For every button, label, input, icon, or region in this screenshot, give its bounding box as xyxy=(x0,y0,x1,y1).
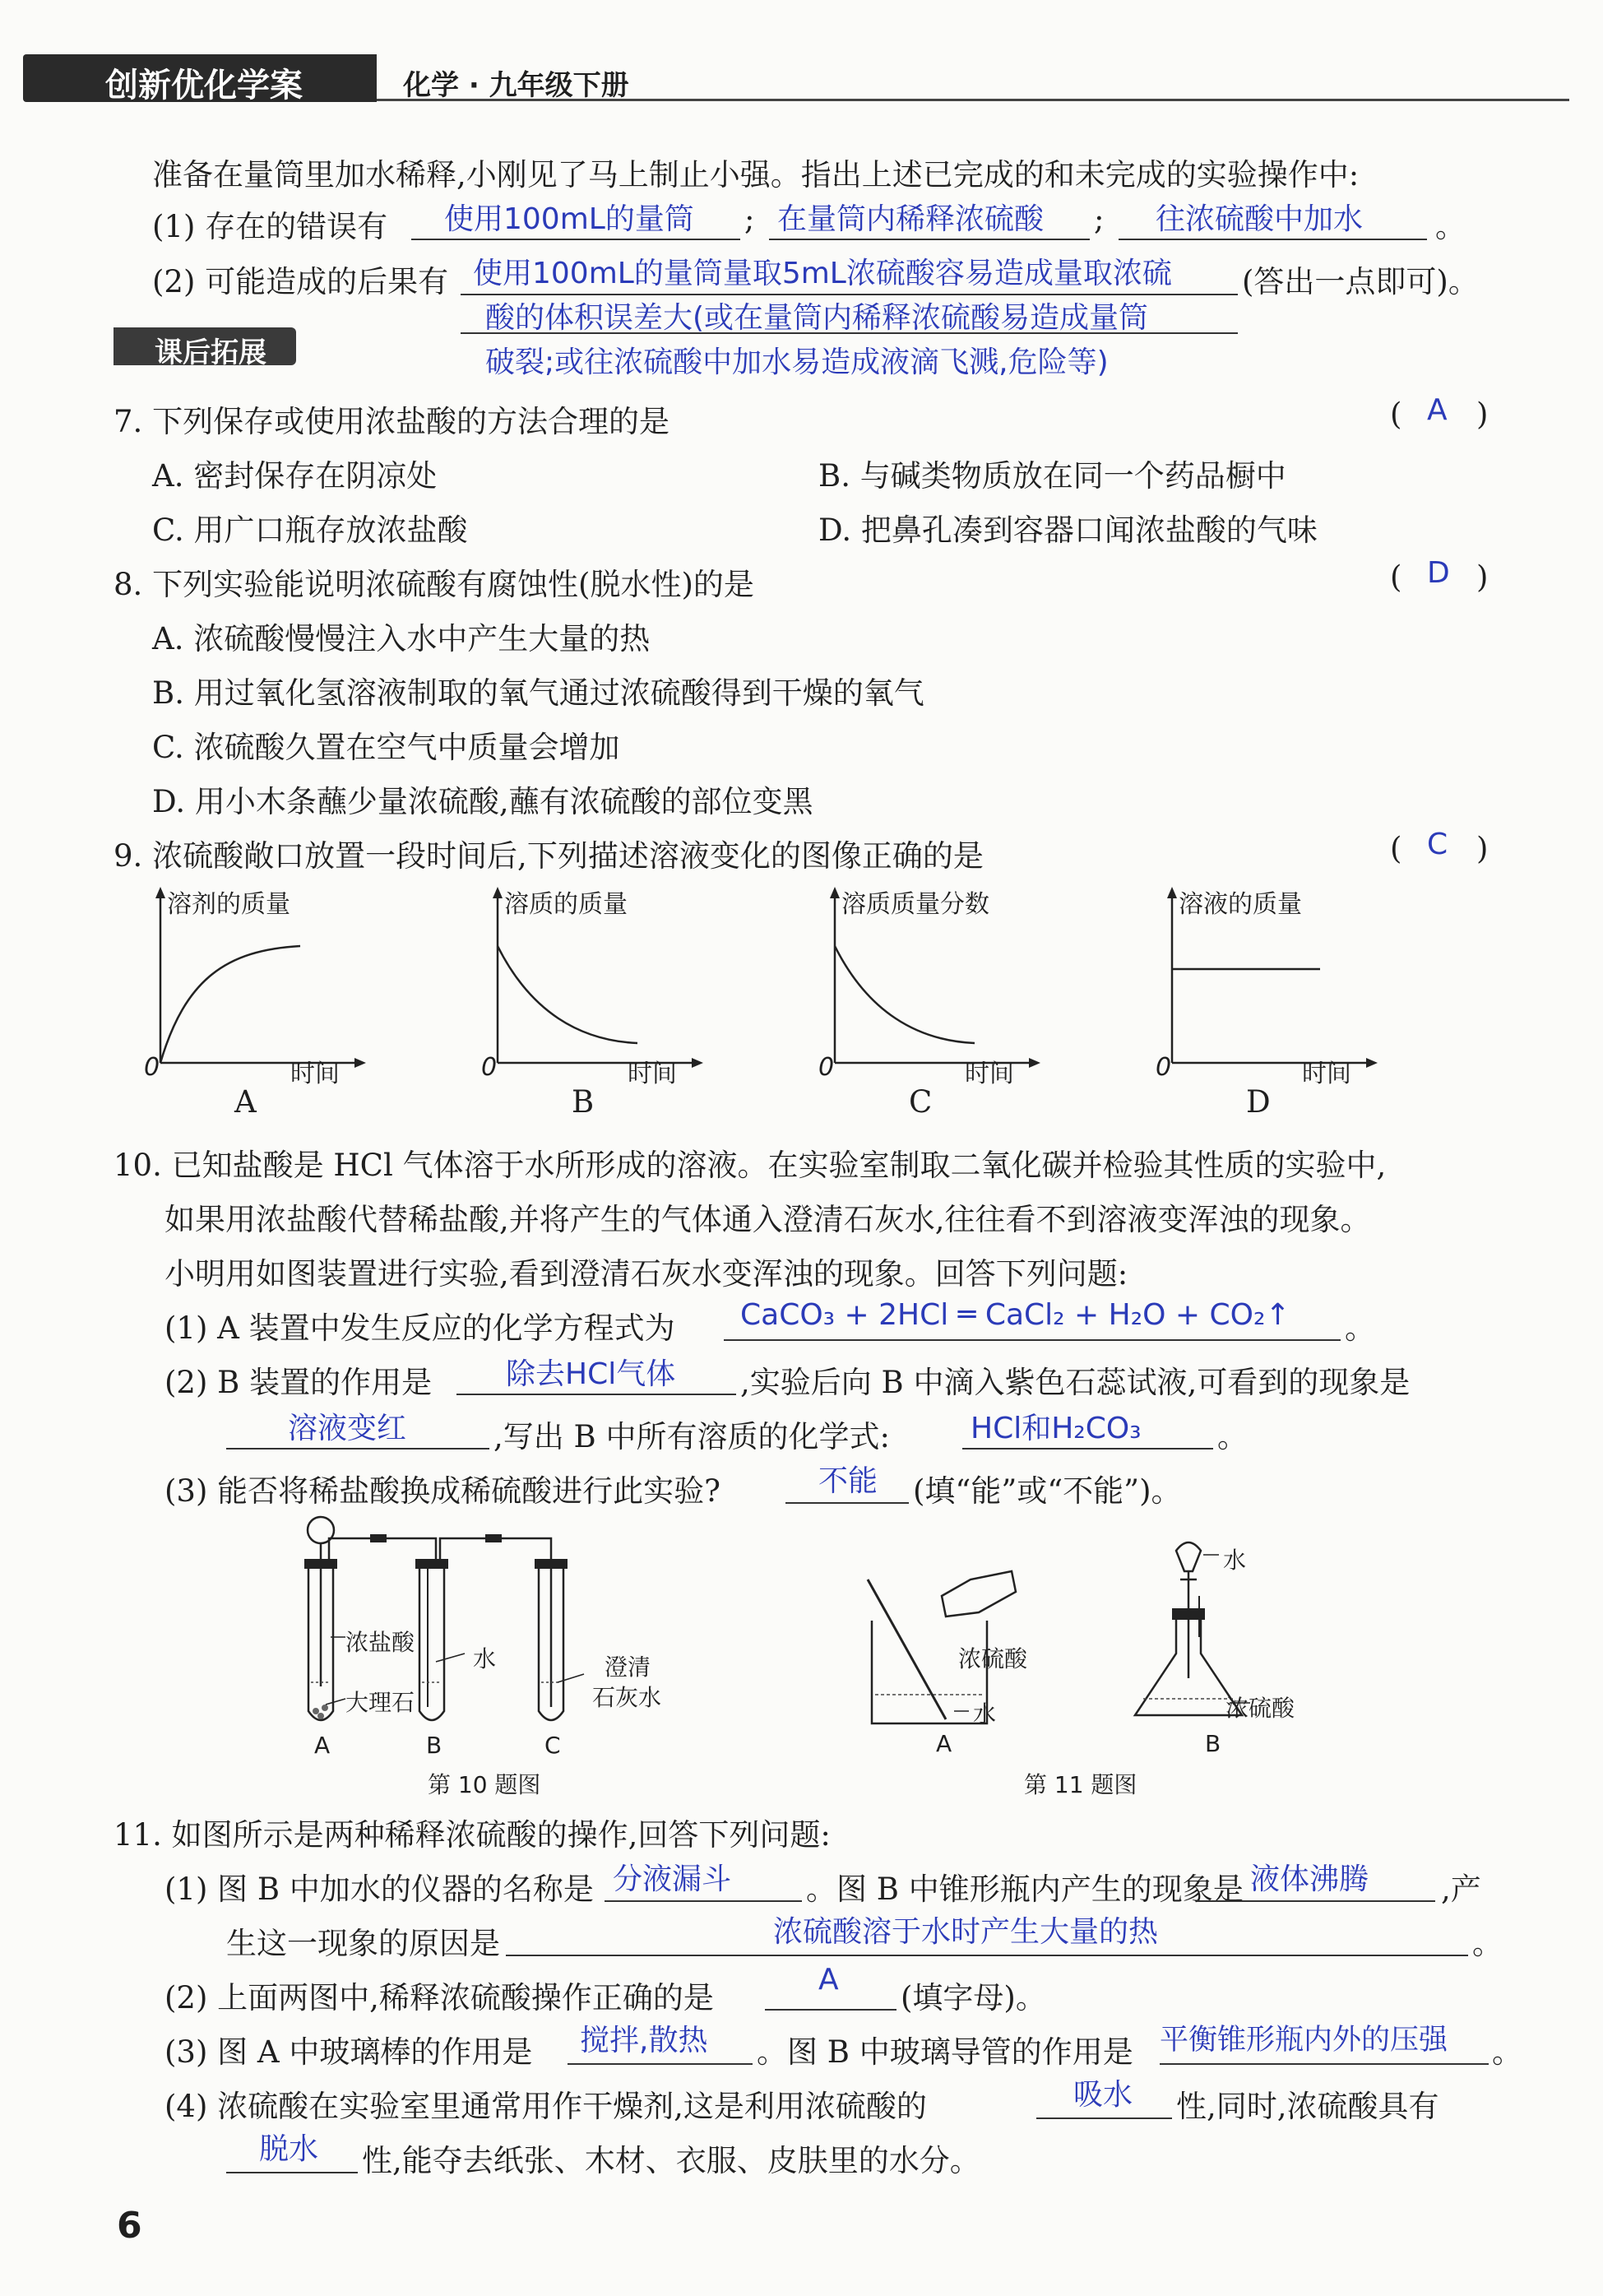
q11-p1-end1: ,产 xyxy=(1441,1872,1481,1907)
q11-apparatus xyxy=(847,1538,1275,1744)
blank-q10-p2-3 xyxy=(962,1448,1213,1449)
blank-q1-3 xyxy=(1119,239,1427,240)
q7-stem: 7. 下列保存或使用浓盐酸的方法合理的是 xyxy=(114,404,670,439)
blank-q10-p1 xyxy=(724,1339,1341,1341)
blank-q11-p1-3 xyxy=(506,1955,1468,1956)
q11-p4-label: (4) 浓硫酸在实验室里通常用作干燥剂,这是利用浓硫酸的 xyxy=(164,2089,927,2124)
q10-p2-label: (2) B 装置的作用是 xyxy=(164,1365,433,1400)
fig10-label-C: C xyxy=(544,1732,561,1759)
graph-A-letter: A xyxy=(234,1084,257,1120)
blank-q11-p1-1 xyxy=(605,1900,802,1902)
graph-C-letter: C xyxy=(909,1084,933,1120)
blank-q11-p4-1 xyxy=(1036,2117,1172,2119)
header-brand-bar xyxy=(23,54,377,102)
answer-q11-p4-2: 脱水 xyxy=(259,2132,319,2166)
q11-p4-mid: 性,同时,浓硫酸具有 xyxy=(1176,2089,1439,2124)
q10-p1-end: 。 xyxy=(1345,1310,1375,1346)
fig10-caption: 第 10 题图 xyxy=(428,1771,541,1798)
intro-q2-label: (2) 可能造成的后果有 xyxy=(152,264,449,299)
blank-q10-p2-2 xyxy=(226,1448,489,1449)
q11-p2-end: (填字母)。 xyxy=(901,1980,1046,2015)
q7-optB: B. 与碱类物质放在同一个药品橱中 xyxy=(818,458,1286,494)
q7-optA: A. 密封保存在阴凉处 xyxy=(152,458,438,494)
answer-q10-p2-1: 除去HCl气体 xyxy=(506,1357,676,1391)
page-number: 6 xyxy=(117,2205,142,2247)
fig10-label-lime2: 石灰水 xyxy=(592,1684,662,1711)
answer-q11-p1-1: 分液漏斗 xyxy=(613,1862,732,1896)
q8-answer: D xyxy=(1427,556,1450,590)
graph-B-letter: B xyxy=(572,1084,595,1120)
q10-p2-mid2: ,写出 B 中所有溶质的化学式: xyxy=(493,1419,890,1454)
blank-q11-p3-1 xyxy=(568,2063,753,2065)
q10-p2-mid: ,实验后向 B 中滴入紫色石蕊试液,可看到的现象是 xyxy=(740,1365,1411,1400)
end-q1: 。 xyxy=(1435,209,1466,244)
q10-p2-end: 。 xyxy=(1217,1419,1248,1454)
answer-q1-3: 往浓硫酸中加水 xyxy=(1156,202,1364,236)
graph-A-curve xyxy=(160,946,300,1063)
section-tag-label: 课后拓展 xyxy=(155,336,266,369)
q9-stem: 9. 浓硫酸敞口放置一段时间后,下列描述溶液变化的图像正确的是 xyxy=(114,838,984,874)
blank-q11-p3-2 xyxy=(1160,2063,1489,2065)
q11-p1-end2: 。 xyxy=(1472,1926,1503,1961)
fig10-label-lime1: 澄清 xyxy=(605,1654,651,1681)
q8-optC: C. 浓硫酸久置在空气中质量会增加 xyxy=(152,730,620,765)
q11-p1-line2: 生这一现象的原因是 xyxy=(226,1926,500,1961)
q8-optA: A. 浓硫酸慢慢注入水中产生大量的热 xyxy=(152,621,651,656)
q11-p3-label: (3) 图 A 中玻璃棒的作用是 xyxy=(164,2034,533,2070)
header-brand: 创新优化学案 xyxy=(105,67,303,104)
fig11-label-acid: 浓硫酸 xyxy=(958,1645,1028,1672)
answer-q1-1: 使用100mL的量筒 xyxy=(444,202,694,236)
fig10-label-hcl: 浓盐酸 xyxy=(345,1629,415,1656)
blank-q1-1 xyxy=(411,239,740,240)
blank-q11-p4-2 xyxy=(226,2172,358,2173)
fig11-label-A: A xyxy=(936,1730,952,1757)
intro-line1: 准备在量筒里加水稀释,小刚见了马上制止小强。指出上述已完成的和未完成的实验操作中: xyxy=(152,157,1360,192)
q7-answer: A xyxy=(1427,393,1448,427)
blank-q10-p2-1 xyxy=(456,1394,736,1395)
q11-p3-end: 。 xyxy=(1492,2034,1522,2070)
answer-q10-p1: CaCO₃ + 2HCl ═ CaCl₂ + H₂O + CO₂↑ xyxy=(740,1298,1290,1332)
q11-stem: 11. 如图所示是两种稀释浓硫酸的操作,回答下列问题: xyxy=(114,1817,831,1853)
fig11-label-B: B xyxy=(1205,1730,1221,1757)
q10-p1-label: (1) A 装置中发生反应的化学方程式为 xyxy=(164,1310,675,1346)
q7-optD: D. 把鼻孔凑到容器口闻浓盐酸的气味 xyxy=(818,513,1318,548)
answer-q11-p4-1: 吸水 xyxy=(1073,2078,1133,2112)
fig10-label-B: B xyxy=(426,1732,442,1759)
fig10-label-water: 水 xyxy=(473,1645,497,1672)
q9-graphs xyxy=(144,880,1427,1127)
q9-answer: C xyxy=(1427,828,1448,861)
fig11-label-water: 水 xyxy=(973,1700,997,1728)
fig10-label-marble: 大理石 xyxy=(345,1689,415,1716)
header-subject: 化学 · 九年级下册 xyxy=(403,69,629,102)
graph-C-ylabel: 溶质质量分数 xyxy=(841,890,989,919)
q11-p4-end: 性,能夺去纸张、木材、衣服、皮肤里的水分。 xyxy=(362,2143,980,2178)
answer-q1-2: 在量筒内稀释浓硫酸 xyxy=(777,202,1045,236)
intro-q1-label: (1) 存在的错误有 xyxy=(152,209,388,244)
q8-optD: D. 用小木条蘸少量浓硫酸,蘸有浓硫酸的部位变黑 xyxy=(152,784,813,819)
answer-q11-p1-2: 液体沸腾 xyxy=(1250,1862,1369,1896)
graph-D-ylabel: 溶液的质量 xyxy=(1179,890,1302,919)
graph-D-xlabel: 时间 xyxy=(1302,1060,1351,1088)
blank-q11-p2 xyxy=(765,2009,896,2011)
fig11-label-acid-b: 浓硫酸 xyxy=(1225,1695,1295,1722)
answer-q2-line1: 使用100mL的量筒量取5mL浓硫酸容易造成量取浓硫 xyxy=(473,257,1172,290)
q8-optB: B. 用过氧化氢溶液制取的氧气通过浓硫酸得到干燥的氧气 xyxy=(152,675,924,711)
q11-p1-mid: 。图 B 中锥形瓶内产生的现象是 xyxy=(806,1872,1244,1907)
answer-q10-p3: 不能 xyxy=(818,1464,878,1498)
blank-q1-2 xyxy=(769,239,1090,240)
graph-B-curve xyxy=(498,946,637,1043)
intro-q2-note: (答出一点即可)。 xyxy=(1242,264,1479,299)
graph-B-origin: 0 xyxy=(481,1053,498,1082)
graph-D-origin: 0 xyxy=(1156,1053,1172,1082)
graph-B-xlabel: 时间 xyxy=(628,1060,677,1088)
answer-q10-p2-3: HCl和H₂CO₃ xyxy=(971,1412,1142,1445)
answer-q2-line3: 破裂;或往浓硫酸中加水易造成液滴飞溅,危险等) xyxy=(485,346,1109,379)
graph-A-ylabel: 溶剂的质量 xyxy=(167,890,290,919)
graph-C-xlabel: 时间 xyxy=(965,1060,1014,1088)
graph-C-origin: 0 xyxy=(818,1053,835,1082)
fig11-caption: 第 11 题图 xyxy=(1024,1771,1137,1798)
fig11-label-water-top: 水 xyxy=(1223,1547,1247,1574)
graph-C-curve xyxy=(835,946,975,1043)
answer-q2-line2: 酸的体积误差大(或在量筒内稀释浓硫酸易造成量筒 xyxy=(485,301,1149,335)
q10-line1: 10. 已知盐酸是 HCl 气体溶于水所形成的溶液。在实验室制取二氧化碳并检验其性质的实验中, xyxy=(114,1148,1387,1183)
q7-optC: C. 用广口瓶存放浓盐酸 xyxy=(152,513,468,548)
q10-p3-label: (3) 能否将稀盐酸换成稀硫酸进行此实验? xyxy=(164,1473,721,1509)
fig10-label-A: A xyxy=(314,1732,331,1759)
q11-p1-label: (1) 图 B 中加水的仪器的名称是 xyxy=(164,1872,594,1907)
q11-p2-label: (2) 上面两图中,稀释浓硫酸操作正确的是 xyxy=(164,1980,714,2015)
blank-q10-p3 xyxy=(785,1502,909,1504)
q10-p3-end: (填“能”或“不能”)。 xyxy=(913,1473,1182,1509)
graph-B-ylabel: 溶质的质量 xyxy=(504,890,628,919)
sep-2: ; xyxy=(1094,202,1105,237)
answer-q11-p3-2: 平衡锥形瓶内外的压强 xyxy=(1160,2024,1448,2057)
answer-q11-p1-3: 浓硫酸溶于水时产生大量的热 xyxy=(773,1915,1159,1949)
answer-q10-p2-2: 溶液变红 xyxy=(288,1412,407,1445)
section-tag xyxy=(114,327,296,369)
q10-line2: 如果用浓盐酸代替稀盐酸,并将产生的气体通入澄清石灰水,往往看不到溶液变浑浊的现象。 xyxy=(164,1202,1371,1237)
graph-A-origin: 0 xyxy=(144,1053,160,1082)
blank-q11-p1-2 xyxy=(1197,1900,1435,1902)
graph-D-letter: D xyxy=(1246,1084,1271,1120)
sep-1: ; xyxy=(744,202,755,237)
q10-line3: 小明用如图装置进行实验,看到澄清石灰水变浑浊的现象。回答下列问题: xyxy=(164,1256,1128,1292)
answer-q11-p3-1: 搅拌,散热 xyxy=(580,2024,708,2057)
q8-stem: 8. 下列实验能说明浓硫酸有腐蚀性(脱水性)的是 xyxy=(114,567,754,602)
q11-p3-mid: 。图 B 中玻璃导管的作用是 xyxy=(757,2034,1133,2070)
graph-A-xlabel: 时间 xyxy=(290,1060,340,1088)
answer-q11-p2: A xyxy=(818,1963,839,1997)
